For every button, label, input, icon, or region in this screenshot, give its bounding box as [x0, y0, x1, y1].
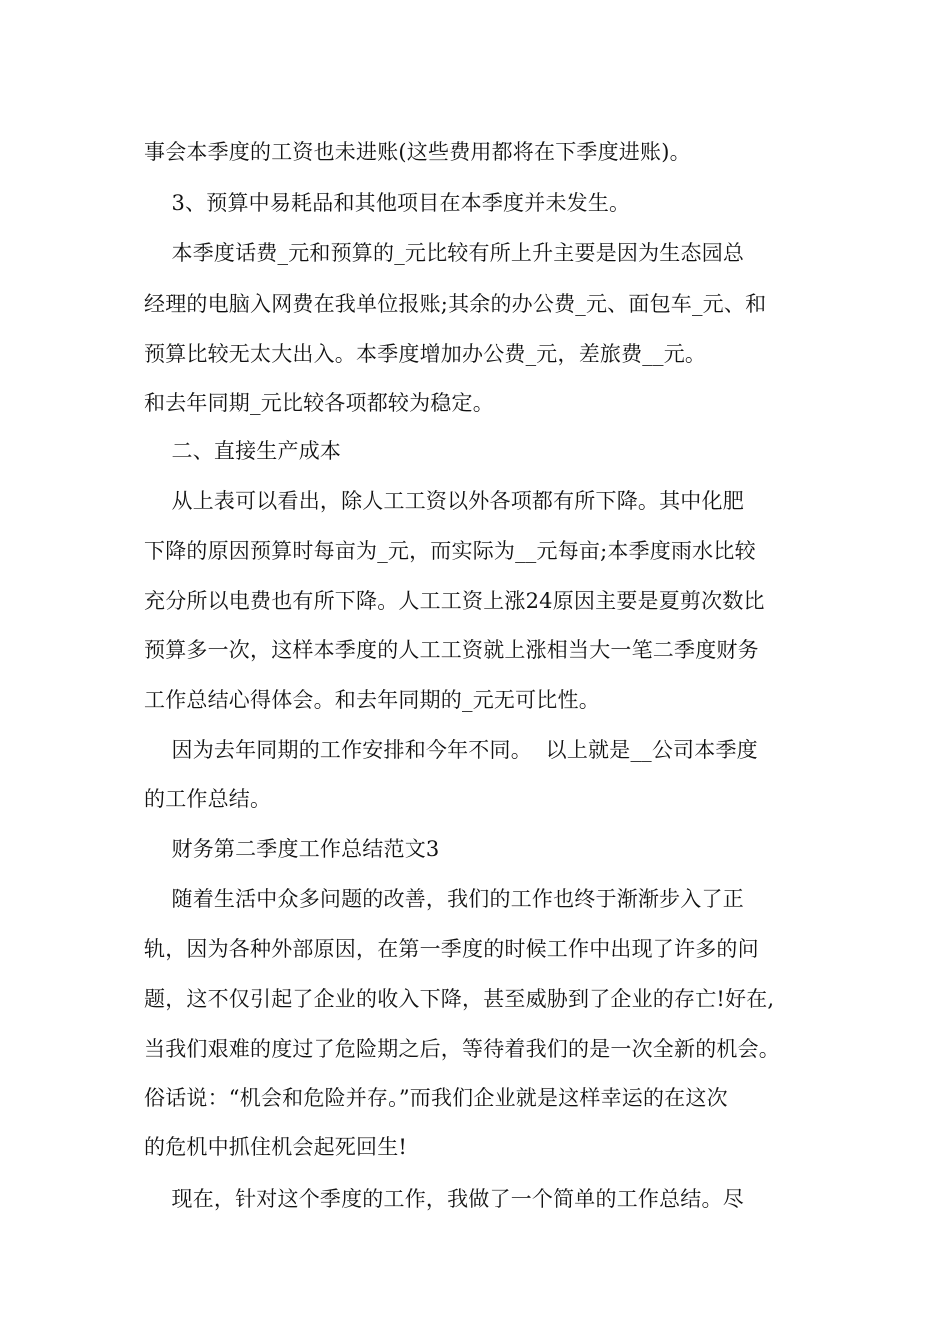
text-line: 的工作总结。	[144, 787, 272, 811]
section-heading: 财务第二季度工作总结范文3	[144, 837, 440, 861]
text-line: 和去年同期_元比较各项都较为稳定。	[144, 391, 494, 415]
text-line: 预算多一次，这样本季度的人工工资就上涨相当大一笔二季度财务	[144, 638, 759, 662]
text-line: 随着生活中众多问题的改善，我们的工作也终于渐渐步入了正	[144, 887, 744, 911]
text-line: 因为去年同期的工作安排和今年不同。 以上就是__公司本季度	[144, 738, 758, 762]
text-line: 下降的原因预算时每亩为_元，而实际为__元每亩;本季度雨水比较	[144, 539, 756, 563]
text-line: 事会本季度的工资也未进账(这些费用都将在下季度进账)。	[144, 140, 691, 164]
text-line: 预算比较无太大出入。本季度增加办公费_元，差旅费__元。	[144, 342, 707, 366]
section-heading: 二、直接生产成本	[144, 439, 342, 463]
text-line: 本季度话费_元和预算的_元比较有所上升主要是因为生态园总	[144, 241, 745, 265]
text-line: 经理的电脑入网费在我单位报账;其余的办公费_元、面包车_元、和	[144, 292, 767, 316]
text-line: 题，这不仅引起了企业的收入下降，甚至威胁到了企业的存亡!好在,	[144, 987, 775, 1011]
text-line: 当我们艰难的度过了危险期之后，等待着我们的是一次全新的机会。	[144, 1037, 780, 1061]
text-line: 俗话说：“机会和危险并存。”而我们企业就是这样幸运的在这次	[144, 1086, 728, 1110]
text-line: 工作总结心得体会。和去年同期的_元无可比性。	[144, 688, 600, 712]
text-line: 从上表可以看出，除人工工资以外各项都有所下降。其中化肥	[144, 489, 744, 513]
text-line: 的危机中抓住机会起死回生!	[144, 1135, 408, 1159]
text-line: 现在，针对这个季度的工作，我做了一个简单的工作总结。尽	[144, 1187, 744, 1211]
text-line: 充分所以电费也有所下降。人工工资上涨24原因主要是夏剪次数比	[144, 589, 765, 613]
text-line: 轨，因为各种外部原因，在第一季度的时候工作中出现了许多的问	[144, 937, 759, 961]
text-line: 3、预算中易耗品和其他项目在本季度并未发生。	[144, 191, 631, 215]
